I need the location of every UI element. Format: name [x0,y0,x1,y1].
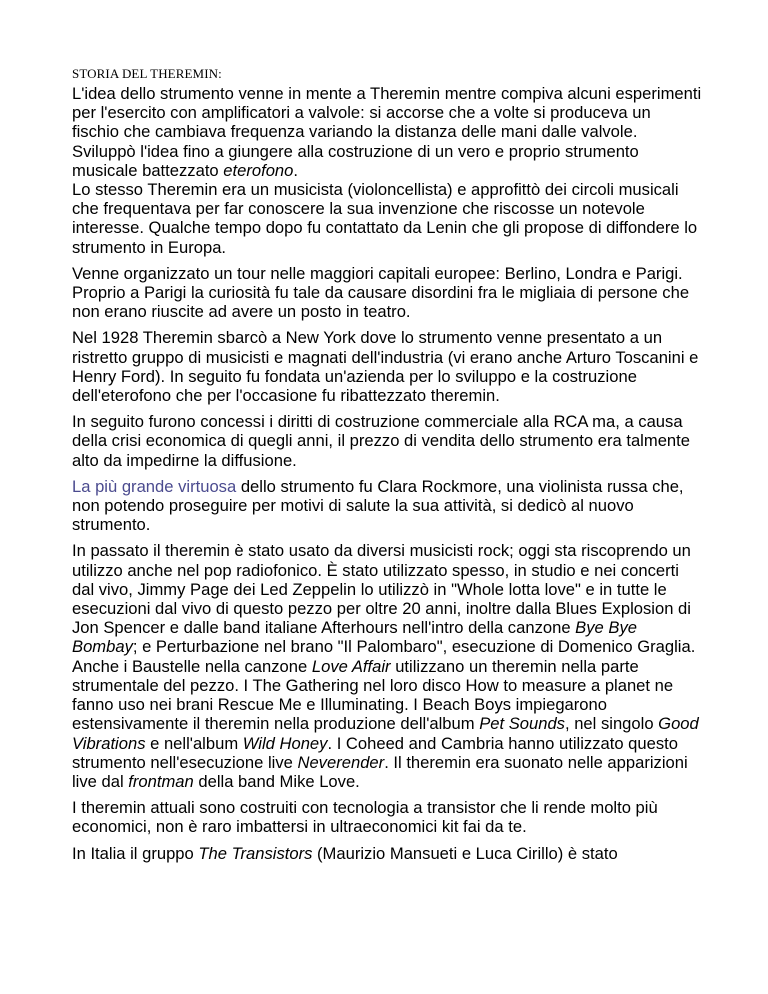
paragraph-italy [72,844,702,863]
text: In passato il theremin è stato usato da diversi musicisti rock; oggi sta riscoprendo un utilizzo anche nel pop radiofonico. È stato utilizzato spesso, in studio e nei concerti dal vivo, Jimmy Page dei Led Zeppelin lo utilizzò in "Whole lotta love" e in tutte le esecuzioni dal vivo di questo pezzo per oltre 20 anni, inoltre dalla Blues Explosion di Jon Spencer e dalle band italiane Afterhours nell'intro della canzone [72,541,691,638]
paragraph-musician: Lo stesso Theremin era un musicista (violoncellista) e approfittò dei circoli musicali che frequentava per far conoscere la sua invenzione che riscosse un notevole interesse. Qualche tempo dopo fu contattato da Lenin che gli propose di diffondere lo strumento in Europa. [72,180,698,257]
paragraph-rock-usage [72,541,702,791]
section-heading: STORIA DEL THEREMIN: [72,66,222,81]
paragraph-rca: In seguito furono concessi i diritti di costruzione commerciale alla RCA ma, a causa della crisi economica di quegli anni, il prezzo di vendita dello strumento era talmente alto da impedirne la diffusione. [72,412,690,470]
text: ; e Perturbazione nel brano "Il Palombaro", esecuzione di Domenico Graglia. Anche i Baustelle nella canzone [72,637,696,676]
italic-title: Good Vibrations [72,714,699,753]
paragraph-transistor: I theremin attuali sono costruiti con tecnologia a transistor che li rende molto più economici, non è raro imbattersi in ultraeconomici kit fai da te. [72,798,658,837]
text: della band Mike Love. [193,771,360,791]
italic-term: frontman [128,771,194,791]
text: . Il theremin era suonato nelle apparizioni live dal [72,752,688,791]
text: (Maurizio Mansueti e Luca Cirillo) è stato [312,843,618,863]
text: utilizzano un theremin nella parte strumentale del pezzo. I The Gathering nel loro disco How to measure a planet ne fanno uso nei brani Rescue Me e Illuminating. I Beach Boys impiegarono estensivamente il theremin nella produzione dell'album [72,656,674,734]
italic-title: Wild Honey [242,733,328,753]
text: . I Coheed and Cambria hanno utilizzato questo strumento nell'esecuzione live [72,733,679,772]
text: L'idea dello strumento venne in mente a Theremin mentre compiva alcuni esperimenti per l'esercito con amplificatori a valvole: si accorse che a volte si produceva un fischio che cambiava frequenza variando la distanza delle mani dalle valvole. Sviluppò l'idea fino a giungere alla costruzione di un vero e proprio strumento musicale battezzato [72,84,702,180]
italic-term: eterofono [223,160,294,180]
paragraph-rockmore [72,477,702,535]
paragraph-new-york: Nel 1928 Theremin sbarcò a New York dove lo strumento venne presentato a un ristretto gruppo di musicisti e magnati dell'industria (vi erano anche Arturo Toscanini e Henry Ford). In seguito fu fondata un'azienda per lo sviluppo e la costruzione dell'eterofono che per l'occasione fu ribattezzato theremin. [72,328,699,406]
italic-title: Pet Sounds [479,714,565,734]
italic-title: Love Affair [311,656,391,676]
italic-title: Neverender [297,752,385,772]
paragraph-tour: Venne organizzato un tour nelle maggiori capitali europee: Berlino, Londra e Parigi. Proprio a Parigi la curiosità fu tale da causare disordini fra le migliaia di persone che non erano riuscite ad avere un posto in teatro. [72,263,690,322]
paragraph-idea [72,84,702,180]
text: , nel singolo [564,714,659,734]
text: dello strumento fu Clara Rockmore, una violinista russa che, non potendo proseguire per motivi di salute la sua attività, si dedicò al nuovo strumento. [72,476,684,535]
text: e nell'album [145,733,243,753]
text: . [293,160,299,180]
italic-band-name: The Transistors [198,843,313,863]
italic-title: Bye Bye Bombay [72,618,637,657]
document-page [72,66,702,870]
highlighted-phrase: La più grande virtuosa [72,476,237,496]
text: In Italia il gruppo [72,843,199,863]
